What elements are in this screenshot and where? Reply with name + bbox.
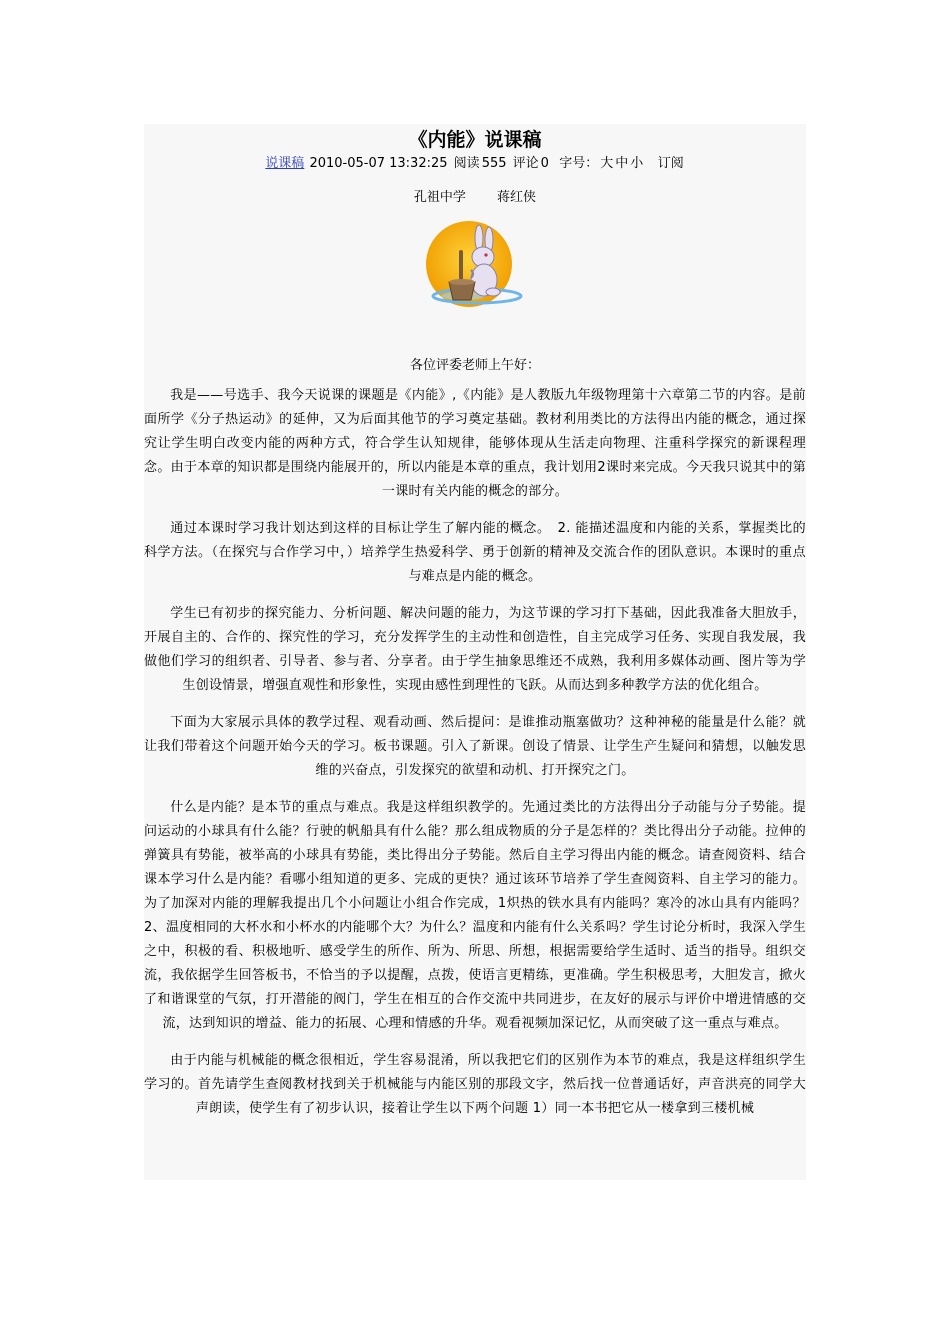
read-count: 555 xyxy=(481,156,507,171)
paragraph xyxy=(144,796,806,1036)
fontsize-label: 字号： xyxy=(559,156,599,171)
paragraph-text: 学生已有初步的探究能力、分析问题、解决问题的能力，为这节课的学习打下基础，因此我准备大胆放手，开展自主的、合作的、探究性的学习，充分发挥学生的主动性和创造性，自主完成学习任务、实现自我发展，我做他们学习的组织者、引导者、参与者、分享者。由于学生抽象思维还不成熟，我利用多媒体动画、图片等为学生创设情景，增强直观性和形象性，实现由感性到理性的飞跃。从而达到多种教学方法的优化组合。 xyxy=(144,606,806,693)
comment-count: 0 xyxy=(540,156,549,171)
paragraph-text: 什么是内能？是本节的重点与难点。我是这样组织教学的。先通过类比的方法得出分子动能与分子势能。提问运动的小球具有什么能？行驶的帆船具有什么能？那么组成物质的分子是怎样的？类比得出分子动能。拉伸的弹簧具有势能，被举高的小球具有势能，类比得出分子势能。然后自主学习得出内能的概念。请查阅资料、结合课本学习什么是内能？看哪小组知道的更多、完成的更快？通过该环节培养了学生查阅资料、自主学习的能力。为了加深对内能的理解我提出几个小问题让小组合作完成，1炽热的铁水具有内能吗？寒冷的冰山具有内能吗？2、温度相同的大杯水和小杯水的内能哪个大？为什么？温度和内能有什么关系吗？学生讨论分析时，我深入学生之中，积极的看、积极地听、感受学生的所作、所为、所思、所想，根据需要给学生适时、适当的指导。组织交流，我依据学生回答板书，不恰当的予以提醒，点拨，使语言更精练，更准确。学生积极思考，大胆发言，掀火了和谐课堂的气氛，打开潜能的阀门，学生在相互的合作交流中共同进步，在友好的展示与评价中增进情感的交流，达到知识的增益、能力的拓展、心理和情感的升华。观看视频加深记忆，从而突破了这一重点与难点。 xyxy=(144,800,806,1031)
fontsize-medium-button[interactable]: 中 xyxy=(615,156,629,171)
rabbit-moon-icon xyxy=(423,220,527,316)
paragraph-text: 通过本课时学习我计划达到这样的目标让学生了解内能的概念。 2. 能描述温度和内能的关系，掌握类比的科学方法。（在探究与合作学习中，）培养学生热爱科学、勇于创新的精神及交流合作的团队意识。本课时的重点与难点是内能的概念。 xyxy=(144,521,806,584)
paragraph-text: 我是——号选手、我今天说课的课题是《内能》,《内能》是人教版九年级物理第十六章第二节的内容。是前面所学《分子热运动》的延伸，又为后面其他节的学习奠定基础。教材利用类比的方法得出内能的概念，通过探究让学生明白改变内能的两种方式，符合学生认知规律，能够体现从生活走向物理、注重科学探究的新课程理念。由于本章的知识都是围绕内能展开的，所以内能是本章的重点，我计划用2课时来完成。今天我只说其中的第一课时有关内能的概念的部分。 xyxy=(144,388,806,499)
post-datetime: 2010-05-07 13:32:25 xyxy=(309,156,448,171)
article-panel xyxy=(144,124,806,1180)
paragraph-text: 由于内能与机械能的概念很相近，学生容易混淆，所以我把它们的区别作为本节的难点，我是这样组织学生学习的。首先请学生查阅教材找到关于机械能与内能区别的那段文字，然后找一位普通话好，声音洪亮的同学大声朗读，使学生有了初步认识，接着让学生以下两个问题 1）同一本书把它从一楼拿到三楼机械 xyxy=(144,1053,806,1116)
paragraph xyxy=(144,517,806,589)
author-line: 孔祖中学 蒋红侠 xyxy=(413,190,537,205)
article-image xyxy=(144,220,806,320)
fontsize-large-button[interactable]: 大 xyxy=(600,156,614,171)
read-label: 阅读 xyxy=(453,156,480,171)
paragraph-text: 下面为大家展示具体的教学过程、观看动画、然后提问：是谁推动瓶塞做功？这种神秘的能量是什么能？就让我们带着这个问题开始今天的学习。板书课题。引入了新课。创设了情景、让学生产生疑问和猜想，以触发思维的兴奋点，引发探究的欲望和动机、打开探究之门。 xyxy=(144,715,806,778)
article-title: 《内能》说课稿 xyxy=(408,129,542,151)
paragraph xyxy=(144,711,806,783)
category-link[interactable]: 说课稿 xyxy=(265,156,305,171)
comment-label: 评论 xyxy=(512,156,539,171)
paragraph xyxy=(144,384,806,504)
subscribe-button[interactable]: 订阅 xyxy=(657,156,684,171)
article-meta xyxy=(144,154,806,174)
fontsize-small-button[interactable]: 小 xyxy=(630,156,644,171)
greeting: 各位评委老师上午好： xyxy=(409,358,540,373)
paragraph xyxy=(144,602,806,698)
paragraph xyxy=(144,1049,806,1121)
